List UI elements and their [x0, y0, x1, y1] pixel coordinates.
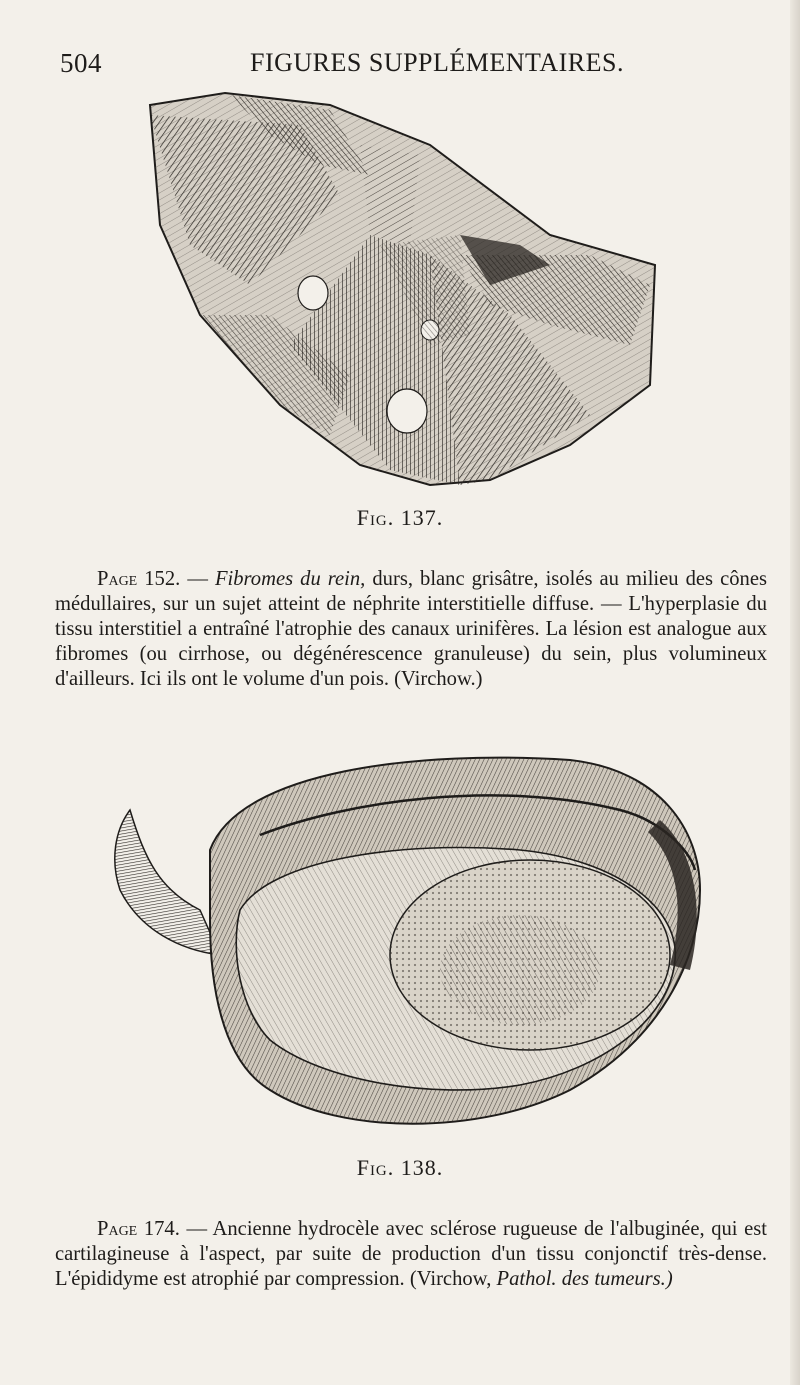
figure-138-description: Page 174. — Ancienne hydrocèle avec sclérose rugueuse de l'albuginée, qui est cartilagineuse à l'aspect, par suite de production d'un tissu conjonctif très-dense. L'épididyme est atrophié par compression. (Virchow, Pathol. des tumeurs.) — [55, 1217, 767, 1290]
citation-title: Pathol. des tumeurs.) — [496, 1267, 673, 1290]
page-reference: Page 152. — [97, 567, 181, 590]
page-number: 504 — [60, 48, 102, 78]
figure-138-illustration — [100, 740, 710, 1135]
figure-137-caption: Fig. 137. — [356, 505, 444, 530]
lesion-title: Fibromes du rein, — [214, 567, 366, 590]
description-text: durs, blanc grisâtre, isolés au milieu des cônes médullaires, sur un sujet atteint de néphrite interstitielle diffuse. — L'hyperplasie du tissu interstitiel a entraîné l'atrophie des canaux urinifères. La lésion est analogue aux fibromes (ou cirrhose, ou dégénérescence granuleuse) du sein, plus volumineux d'ailleurs. Ici ils ont le volume d'un pois. (Virchow.) — [55, 567, 767, 690]
description-text: Ancienne hydrocèle avec sclérose rugueuse de l'albuginée, qui est cartilagineuse à l'aspect, par suite de production d'un tissu conjonctif très-dense. L'épididyme est atrophié par compression. — [55, 1217, 767, 1290]
running-title: FIGURES SUPPLÉMENTAIRES. — [250, 48, 624, 77]
figure-137-illustration — [130, 85, 690, 505]
citation-author: (Virchow, — [409, 1267, 492, 1290]
page-header — [60, 48, 760, 88]
figure-138-caption: Fig. 138. — [356, 1155, 444, 1180]
figure-137-description: Page 152. — Fibromes du rein, durs, blanc grisâtre, isolés au milieu des cônes médullaires, sur un sujet atteint de néphrite interstitielle diffuse. — L'hyperplasie du tissu interstitiel a entraîné l'atrophie des canaux urinifères. La lésion est analogue aux fibromes (ou cirrhose, ou dégénérescence granuleuse) du sein, plus volumineux d'ailleurs. Ici ils ont le volume d'un pois. (Virchow.) — [55, 567, 767, 690]
page-reference: Page 174. — [97, 1217, 180, 1240]
